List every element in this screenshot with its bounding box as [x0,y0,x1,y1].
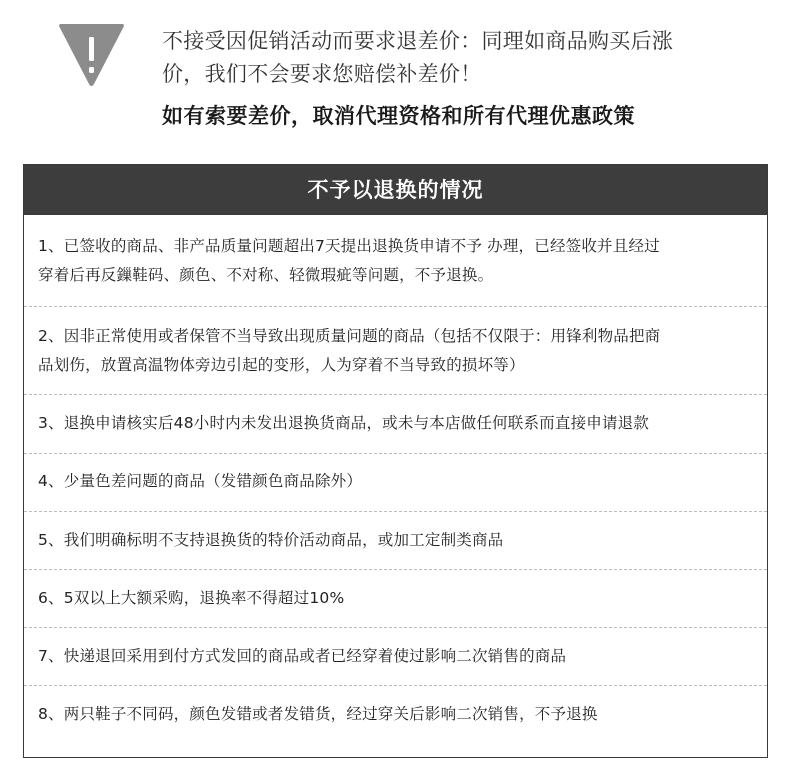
non-returnable-conditions-panel [23,164,768,758]
list-item-line: 4、少量色差问题的商品（发错颜色商品除外） [38,472,363,490]
divider [24,306,767,307]
panel-title: 不予以退换的情况 [24,165,767,215]
list-item-line: 3、退换申请核实后48小时内未发出退换货商品，或未与本店做任何联系而直接申请退款 [38,414,650,432]
list-item [38,526,753,555]
list-item [38,467,753,496]
notice-emphasis: 如有索要差价，取消代理资格和所有代理优惠政策 [162,104,635,128]
divider [24,627,767,628]
divider [24,394,767,395]
notice-text-line-2: 价，我们不会要求您赔偿补差价！ [162,62,482,86]
list-item [38,584,753,613]
divider [24,453,767,454]
list-item-line: 7、快递退回采用到付方式发回的商品或者已经穿着使过影响二次销售的商品 [38,647,567,665]
divider [24,511,767,512]
list-item [38,409,753,438]
list-item [38,232,753,290]
list-item-line: 8、两只鞋子不同码，颜色发错或者发错货，经过穿关后影响二次销售，不予退换 [38,705,598,723]
list-item [38,322,753,380]
list-item-line: 穿着后再反鏁鞋码、颜色、不对称、轻微瑕疵等问题，不予退换。 [38,266,494,284]
warning-triangle-icon [57,22,126,88]
list-item [38,700,753,729]
divider [24,685,767,686]
list-item-line: 品划伤，放置高温物体旁边引起的变形，人为穿着不当导致的损坏等） [38,356,525,374]
list-item [38,642,753,671]
list-item-line: 6、5双以上大额采购，退换率不得超过10% [38,589,345,607]
list-item-line: 2、因非正常使用或者保管不当导致出现质量问题的商品（包括不仅限于：用锋利物品把商 [38,327,661,345]
notice-text-line-1: 不接受因促销活动而要求退差价：同理如商品购买后涨 [162,29,674,53]
divider [24,569,767,570]
list-item-line: 1、已签收的商品、非产品质量问题超出7天提出退换货申请不予 办理，已经签收并且经过 [38,237,660,255]
list-item-line: 5、我们明确标明不支持退换货的特价活动商品，或加工定制类商品 [38,531,504,549]
